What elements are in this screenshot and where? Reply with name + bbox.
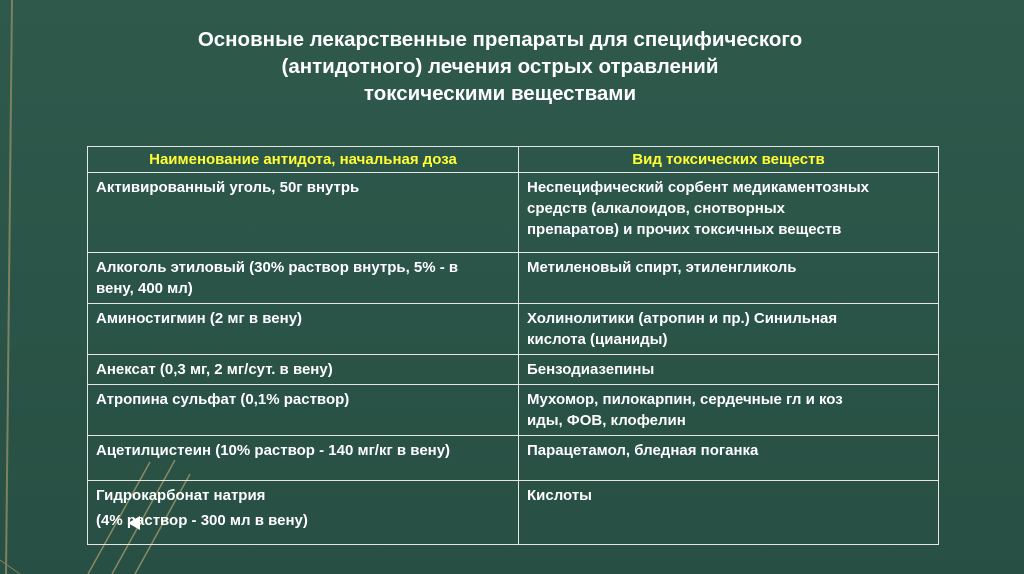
substances-text: Парацетамол, бледная поганка [527, 442, 759, 459]
slide-title [120, 26, 880, 107]
substances-cell [519, 481, 939, 545]
substances-cell [519, 253, 939, 304]
table-row [88, 436, 939, 481]
antidote-text: вену, 400 мл) [96, 280, 193, 297]
antidote-text: Алкоголь этиловый (30% раствор внутрь, 5% - в [96, 259, 459, 276]
header-antidote: Наименование антидота, начальная доза [88, 147, 519, 173]
substances-text: иды, ФОВ, клофелин [527, 412, 686, 429]
substances-cell [519, 355, 939, 385]
substances-text: кислота (цианиды) [527, 331, 668, 348]
antidote-text: Гидрокарбонат натрия [96, 487, 266, 504]
table-row [88, 385, 939, 436]
table-row [88, 253, 939, 304]
substances-text: Неспецифический сорбент медикаментозных [527, 179, 869, 196]
antidote-text: Атропина сульфат (0,1% раствор) [96, 391, 350, 408]
antidote-cell [88, 304, 519, 355]
substances-cell [519, 173, 939, 253]
corner-line-a [0, 560, 20, 574]
title-line-3: токсическими веществами [363, 82, 637, 105]
antidote-cell [88, 173, 519, 253]
table-row [88, 173, 939, 253]
substances-text: Мухомор, пилокарпин, сердечные гл и коз [527, 391, 843, 408]
table-row [88, 355, 939, 385]
antidote-cell [88, 436, 519, 481]
substances-text: Кислоты [527, 487, 592, 504]
substances-text: препаратов) и прочих токсичных веществ [527, 221, 842, 238]
substances-cell [519, 385, 939, 436]
substances-text: Метиленовый спирт, этиленгликоль [527, 259, 797, 276]
table-row [88, 481, 939, 545]
antidote-text: Активированный уголь, 50г внутрь [96, 179, 360, 196]
table-header-row [88, 147, 939, 173]
title-line-2: (антидотного) лечения острых отравлений [281, 55, 719, 78]
title-line-1: Основные лекарственные препараты для специфического [197, 28, 803, 51]
substances-text: Бензодиазепины [527, 361, 655, 378]
antidote-cell [88, 481, 519, 545]
antidote-table [87, 146, 939, 545]
substances-cell [519, 436, 939, 481]
antidote-cell [88, 385, 519, 436]
antidote-text: Ацетилцистеин (10% раствор - 140 мг/кг в вену) [96, 442, 451, 459]
antidote-text: (4% раствор - 300 мл в вену) [96, 512, 308, 529]
substances-text: средств (алкалоидов, снотворных [527, 200, 786, 217]
antidote-cell [88, 253, 519, 304]
table-row [88, 304, 939, 355]
antidote-cell [88, 355, 519, 385]
header-substances: Вид токсических веществ [519, 147, 939, 173]
substances-text: Холинолитики (атропин и пр.) Синильная [527, 310, 838, 327]
antidote-text: Анексат (0,3 мг, 2 мг/сут. в вену) [96, 361, 333, 378]
antidote-text: Аминостигмин (2 мг в вену) [96, 310, 303, 327]
substances-cell [519, 304, 939, 355]
left-vertical-line [6, 0, 12, 574]
